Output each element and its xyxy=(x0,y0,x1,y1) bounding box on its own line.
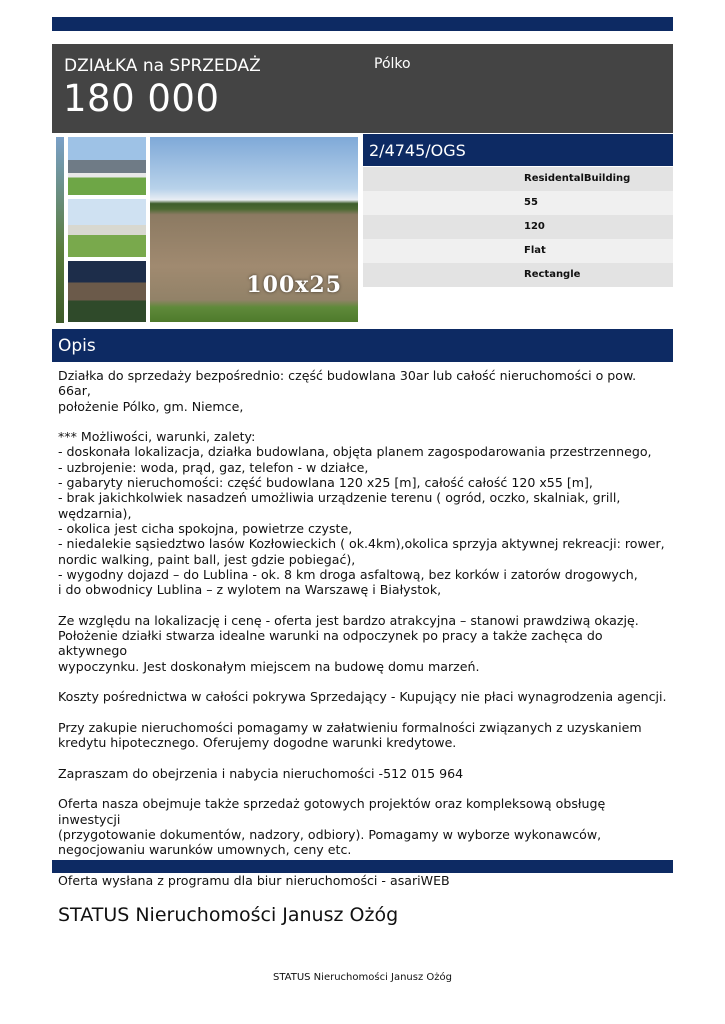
photo-thumbnail-house-1[interactable] xyxy=(68,137,146,195)
reference-number-bar xyxy=(363,134,673,166)
photo-thumbnail-house-3[interactable] xyxy=(68,261,146,322)
listing-header xyxy=(52,44,673,133)
photo-main-plot[interactable] xyxy=(150,137,358,322)
photo-gallery xyxy=(52,133,362,326)
attribute-value: ResidentalBuilding xyxy=(524,173,631,184)
description-paragraph: Przy zakupie nieruchomości pomagamy w załatwieniu formalności związanych z uzyskaniem kredytu hipotecznego. Oferujemy dogodne warunki kredytowe. xyxy=(58,719,642,751)
description-paragraph: Zapraszam do obejrzenia i nabycia nieruchomości -512 015 964 xyxy=(58,765,464,781)
description-paragraph: Oferta wysłana z programu dla biur nieruchomości - asariWEB xyxy=(58,872,450,888)
description-body xyxy=(58,368,670,888)
company-name: STATUS Nieruchomości Janusz Ożóg xyxy=(58,904,399,926)
attribute-value: 120 xyxy=(524,221,545,232)
listing-type: DZIAŁKA na SPRZEDAŻ xyxy=(64,56,261,76)
description-paragraph: Koszty pośrednictwa w całości pokrywa Sprzedający - Kupujący nie płaci wynagrodzenia agencji. xyxy=(58,689,667,705)
reference-number: 2/4745/OGS xyxy=(369,141,466,160)
page-footer: STATUS Nieruchomości Janusz Ożóg xyxy=(272,972,452,983)
listing-price: 180 000 xyxy=(63,77,220,120)
section-title: Opis xyxy=(58,336,96,356)
description-paragraph: Ze względu na lokalizację i cenę - oferta jest bardzo atrakcyjna – stanowi prawdziwą okazję. Położenie działki stwarza idealne warunki na odpoczynek po pracy a także zachęca do aktywnego wypoczynku. Jest doskonałym miejscem na budowę domu marzeń. xyxy=(58,612,639,674)
description-paragraph: Działka do sprzedaży bezpośrednio: część budowlana 30ar lub całość nieruchomości o pow. 66ar, położenie Pólko, gm. Niemce, xyxy=(58,368,637,414)
attribute-value: 55 xyxy=(524,197,538,208)
listing-location: Pólko xyxy=(374,56,411,72)
attribute-row xyxy=(363,263,673,287)
photo-thumbnail-house-2[interactable] xyxy=(68,199,146,257)
attribute-row xyxy=(363,191,673,215)
description-paragraph: Oferta nasza obejmuje także sprzedaż gotowych projektów oraz kompleksową obsługę inwestycji (przygotowanie dokumentów, nadzory, odbiory). Pomagamy w wyborze wykonawców, negocjowaniu warunków umownych, ceny etc. xyxy=(58,796,606,858)
description-paragraph: *** Możliwości, warunki, zalety: - doskonała lokalizacja, działka budowlana, objęta planem zagospodarowania przestrzennego, - uzbrojenie: woda, prąd, gaz, telefon - w działce, - gabaryty nieruchomości: część budowlana 120 x25 [m], całość całość 120 x55 [m], - brak jakichkolwiek nasadzeń umożliwia urządzenie terenu ( ogród, oczko, skalniak, grill, wędzarnia), - okolica jest cicha spokojna, powietrze czyste, - niedalekie sąsiedztwo lasów Kozłowieckich ( ok.4km),okolica sprzyja aktywnej rekreacji: rower, nordic walking, paint ball, jest gdzie pobiegać), - wygodny dojazd – do Lublina - ok. 8 km droga asfaltową, bez korków i zatorów drogowych, i do obwodnicy Lublina – z wylotem na Warszawę i Białystok, xyxy=(58,429,665,598)
attribute-table xyxy=(363,167,673,287)
attribute-row xyxy=(363,239,673,263)
plot-dimensions-label: 100x25 xyxy=(246,272,342,298)
attribute-row xyxy=(363,167,673,191)
attribute-row xyxy=(363,215,673,239)
attribute-value: Flat xyxy=(524,245,546,256)
attribute-value: Rectangle xyxy=(524,269,581,280)
description-section-bar xyxy=(52,329,673,362)
top-accent-bar xyxy=(52,17,673,31)
bottom-accent-bar xyxy=(52,860,673,873)
photo-thumbnail-strip[interactable] xyxy=(56,137,64,323)
